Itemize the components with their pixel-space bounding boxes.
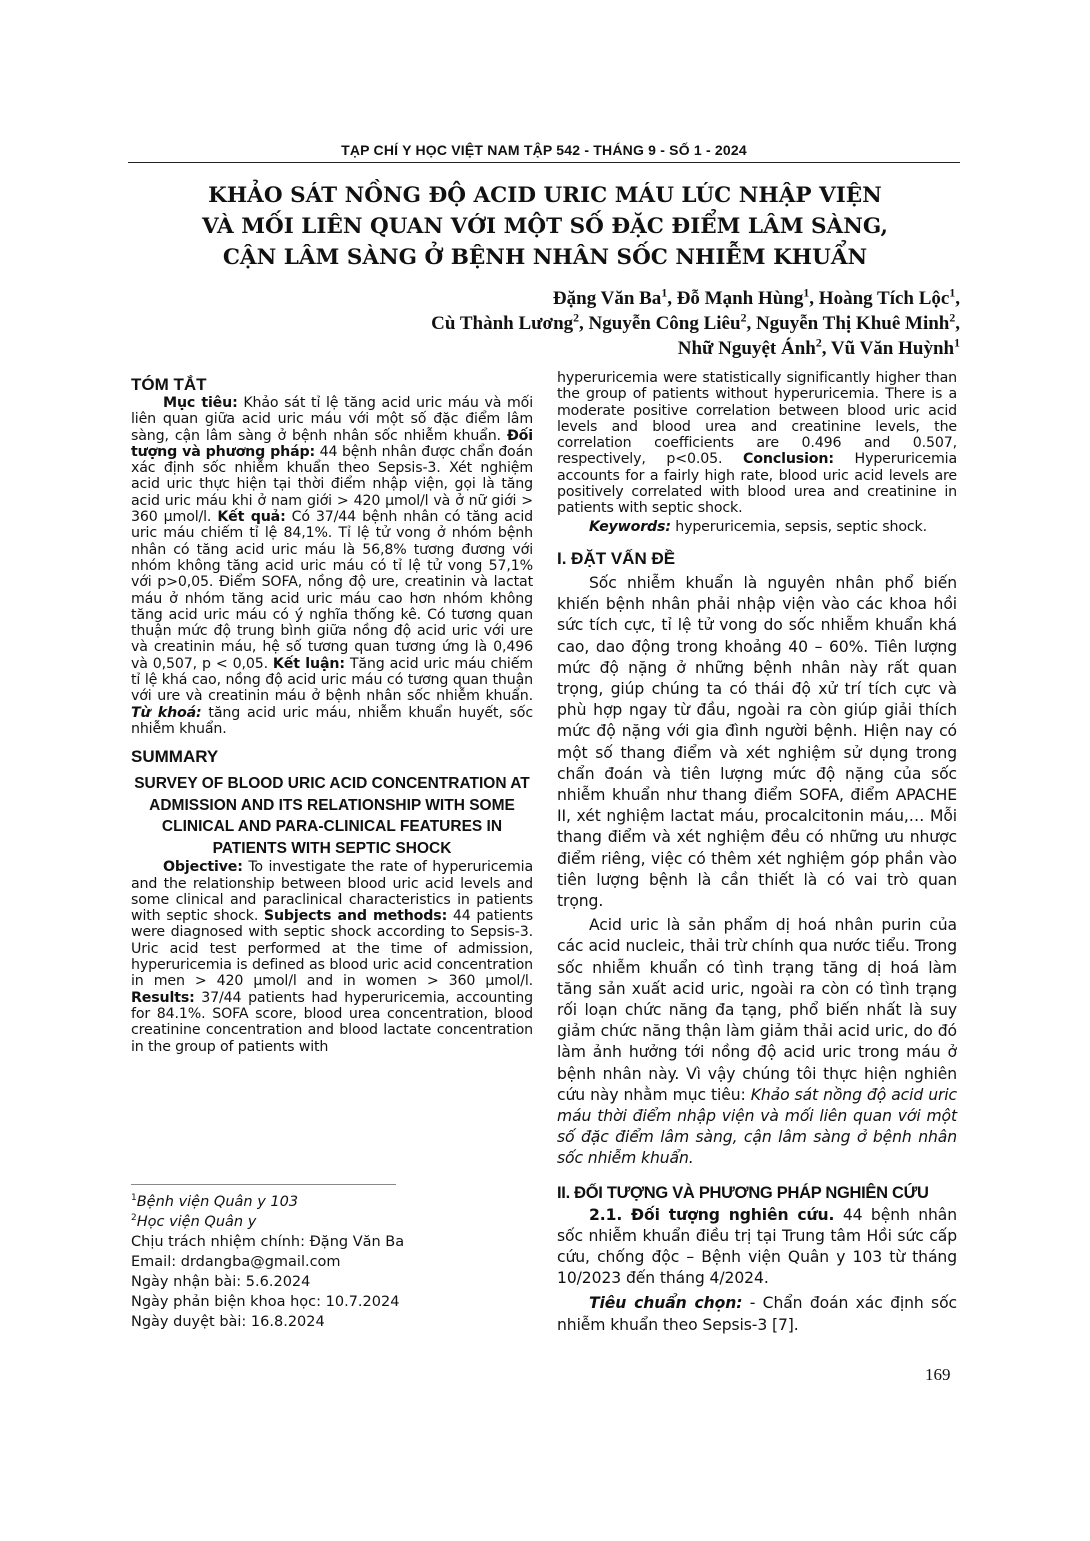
text: 44 bệnh nhân sốc nhiễm khuẩn điều trị tại Trung tâm Hồi sức cấp cứu, chống độc – Bệnh viện Quân y 103 từ tháng 10/2023 đến tháng 4/2024.	[557, 1205, 957, 1288]
affiliation-mark: 2	[131, 1213, 137, 1224]
label: Đối tượng và phương pháp:	[131, 427, 533, 460]
affiliation	[131, 1212, 533, 1232]
text: Tăng acid uric máu chiếm tỉ lệ khá cao, nồng độ acid uric máu có tương quan thuận với ure và creatinin máu ở bệnh nhân sốc nhiễm khuẩn.	[131, 655, 533, 705]
title-line: VÀ MỐI LIÊN QUAN VỚI MỘT SỐ ĐẶC ĐIỂM LÂM SÀNG,	[202, 214, 888, 239]
text: Có 37/44 bệnh nhân có tăng acid uric máu chiếm tỉ lệ 84,1%. Tỉ lệ tử vong ở nhóm bệnh nhân có tăng acid uric máu là 56,8% tương đương với nhóm không tăng acid uric máu có tỉ lệ tử vong 57,1% với p>0,05. Điểm SOFA, nồng độ ure, creatinin và lactat máu ở nhóm tăng acid uric máu cao hơn nhóm không tăng acid uric máu có ý nghĩa thống kê. Có tương quan thuận mức độ trung bình giữa nồng độ acid uric với ure và creatinin máu, hệ số tương quan tương ứng là 0,496 và 0,507, p < 0,05.	[131, 509, 533, 672]
affiliation-mark: 2	[815, 336, 822, 350]
label: Mục tiêu:	[163, 395, 238, 411]
journal-header: TẠP CHÍ Y HỌC VIỆT NAM TẬP 542 - THÁNG 9 - SỐ 1 - 2024	[341, 142, 747, 158]
text: 44 bệnh nhân được chẩn đoán xác định sốc nhiễm khuẩn theo Sepsis-3. Xét nghiệm acid uric thực hiện tại thời điểm nhập viện, gọi là tăng acid uric máu khi ở nam giới > 420 μmol/l và ở nữ giới > 360 μmol/l.	[131, 443, 533, 526]
article-title	[150, 180, 940, 273]
author-line	[160, 311, 960, 336]
affiliation-mark: 1	[949, 286, 956, 300]
affiliation-mark: 1	[954, 336, 960, 350]
left-column	[131, 375, 533, 1055]
text: Khảo sát tỉ lệ tăng acid uric máu và mối liên quan giữa acid uric máu với một số đặc điểm lâm sàng, cận lâm sàng ở bệnh nhân sốc nhiễm khuẩn.	[131, 395, 533, 444]
section2-paragraph	[557, 1205, 957, 1290]
author-name: Vũ Văn Huỳnh	[830, 338, 955, 359]
text: Hyperuricemia accounts for a fairly high rate, blood uric acid levels are positively correlated with blood urea and creatinine in patients with septic shock.	[557, 451, 957, 517]
author-separator: ,	[579, 313, 589, 334]
label: Conclusion:	[743, 451, 834, 468]
aim-text: Khảo sát nồng độ acid uric máu thời điểm nhập viện và mối liên quan với một số đặc điểm lâm sàng, cận lâm sàng ở bệnh nhân sốc nhiễm khuẩn.	[557, 1085, 957, 1168]
accepted-date: Ngày duyệt bài: 16.8.2024	[131, 1314, 325, 1330]
author-separator: ,	[667, 288, 677, 309]
author-line	[160, 286, 960, 311]
label: Keywords:	[589, 518, 671, 535]
title-line: KHẢO SÁT NỒNG ĐỘ ACID URIC MÁU LÚC NHẬP VIỆN	[208, 183, 882, 208]
label: Từ khoá:	[131, 704, 202, 721]
tomtat-text	[131, 395, 533, 737]
author-separator: ,	[746, 313, 756, 334]
reviewed-date: Ngày phản biện khoa học: 10.7.2024	[131, 1294, 400, 1310]
text: Acid uric là sản phẩm dị hoá nhân purin của các acid nucleic, thải trừ chính qua nước tiểu. Trong sốc nhiễm khuẩn có tình trạng tăng dị hoá làm tăng sản xuất acid uric, ngoài ra còn có tình trạng rối loạn chức năng đa tạng, phổ biến nhất là suy giảm chức năng thận làm giảm thải acid uric, do đó làm ảnh hưởng tới nồng độ acid uric trong máu ở bệnh nhân này. Vì vậy chúng tôi thực hiện nghiên cứu này nhằm mục tiêu:	[557, 916, 957, 1104]
text: 37/44 patients had hyperuricemia, accounting for 84.1%. SOFA score, blood urea concentration, blood creatinine concentration and blood lactate concentration in the group of patients with	[131, 989, 533, 1055]
section2-heading: II. ĐỐI TƯỢNG VÀ PHƯƠNG PHÁP NGHIÊN CỨU	[557, 1183, 929, 1202]
affiliation-mark: 1	[803, 286, 810, 300]
section1-paragraph: Sốc nhiễm khuẩn là nguyên nhân phổ biến khiến bệnh nhân phải nhập viện vào các khoa hồi sức tích cực, tỉ lệ tử vong do sốc nhiễm khuẩn khá cao, dao động trong khoảng 40 – 60%. Tiên lượng mức độ nặng ở những bệnh nhân này rất quan trọng, giúp chúng ta có thái độ xử trí tích cực và phù hợp ngay từ đầu, ngoài ra còn giúp giải thích mức độ nặng với gia đình người bệnh. Hiện nay có một số thang điểm và xét nghiệm sử dụng trong chẩn đoán và tiên lượng mức độ nặng của sốc nhiễm khuẩn như thang điểm SOFA, điểm APACHE II, xét nghiệm lactat máu, procalcitonin máu,… Mỗi thang điểm và xét nghiệm đều có những ưu nhược điểm riêng, việc có thêm xét nghiệm góp phần vào tiên lượng bệnh là cần thiết là có vai trò quan trọng.	[557, 573, 957, 911]
affiliation	[131, 1192, 533, 1212]
author-separator: ,	[821, 338, 831, 359]
text: tăng acid uric máu, nhiễm khuẩn huyết, sốc nhiễm khuẩn.	[131, 704, 533, 737]
author-name: Đặng Văn Ba	[552, 288, 662, 309]
keywords	[557, 519, 957, 535]
text: 44 patients were diagnosed with septic shock according to Sepsis-3. Uric acid test performed at the time of admission, hyperuricemia is defined as blood uric acid concentration in men > 420 μmol/l and in women > 360 μmol/l.	[131, 908, 533, 990]
text: - Chẩn đoán xác định sốc nhiễm khuẩn theo Sepsis-3 [7].	[557, 1294, 957, 1334]
affiliation-mark: 1	[131, 1193, 137, 1204]
affiliation-mark: 2	[573, 311, 580, 325]
author-name: Nguyễn Công Liêu	[588, 313, 741, 334]
author-separator: ,	[955, 288, 960, 309]
section1-heading: I. ĐẶT VẤN ĐỀ	[557, 548, 676, 568]
author-name: Hoàng Tích Lộc	[818, 288, 950, 309]
footnotes	[131, 1192, 533, 1332]
text: hyperuricemia were statistically significantly higher than the group of patients without hyperuricemia. There is a moderate positive correlation between blood uric acid levels and blood urea and creatinine levels, the correlation coefficients are 0.496 and 0.507, respectively, p<0.05.	[557, 370, 957, 468]
text: To investigate the rate of hyperuricemia and the relationship between blood uric acid levels and some clinical and paraclinical characteristics in patients with septic shock.	[131, 859, 533, 925]
received-date: Ngày nhận bài: 5.6.2024	[131, 1274, 311, 1290]
summary-heading: SUMMARY	[131, 747, 219, 767]
label: 2.1. Đối tượng nghiên cứu.	[589, 1205, 835, 1224]
label: Tiêu chuẩn chọn:	[589, 1294, 743, 1313]
affiliation-text: Học viện Quân y	[136, 1214, 257, 1230]
affiliation-mark: 2	[949, 311, 956, 325]
affiliation-mark: 1	[661, 286, 668, 300]
page-number: 169	[925, 1365, 951, 1384]
author-separator: ,	[809, 288, 819, 309]
author-line	[160, 336, 960, 361]
section1-paragraph	[557, 915, 957, 1169]
right-column	[557, 370, 957, 1336]
summary-title: SURVEY OF BLOOD URIC ACID CONCENTRATION AT ADMISSION AND ITS RELATIONSHIP WITH SOME CLINICAL AND PARA-CLINICAL FEATURES IN PATIENTS WITH SEPTIC SHOCK	[134, 775, 530, 857]
criteria-paragraph	[557, 1293, 957, 1335]
author-name: Nguyễn Thị Khuê Minh	[755, 313, 950, 334]
text: hyperuricemia, sepsis, septic shock.	[670, 518, 927, 535]
header-rule	[128, 162, 960, 163]
label: Kết quả:	[217, 509, 286, 526]
author-name: Cù Thành Lương	[431, 313, 574, 334]
author-separator: ,	[955, 313, 960, 334]
footnote-rule	[131, 1184, 396, 1185]
email: Email: drdangba@gmail.com	[131, 1254, 341, 1270]
author-name: Đỗ Mạnh Hùng	[676, 288, 804, 309]
affiliation-text: Bệnh viện Quân y 103	[136, 1194, 299, 1210]
corresponding-author: Chịu trách nhiệm chính: Đặng Văn Ba	[131, 1234, 405, 1250]
tomtat-heading: TÓM TẮT	[131, 375, 207, 394]
label: Kết luận:	[272, 655, 345, 672]
affiliation-mark: 2	[740, 311, 747, 325]
label: Objective:	[163, 859, 243, 876]
label: Subjects and methods:	[263, 908, 448, 925]
summary-text-continued	[557, 370, 957, 517]
author-name: Nhữ Nguyệt Ánh	[677, 338, 816, 359]
summary-text	[131, 859, 533, 1055]
title-line: CẬN LÂM SÀNG Ở BỆNH NHÂN SỐC NHIỄM KHUẨN	[222, 245, 868, 270]
author-list	[160, 286, 960, 361]
label: Results:	[131, 989, 195, 1006]
